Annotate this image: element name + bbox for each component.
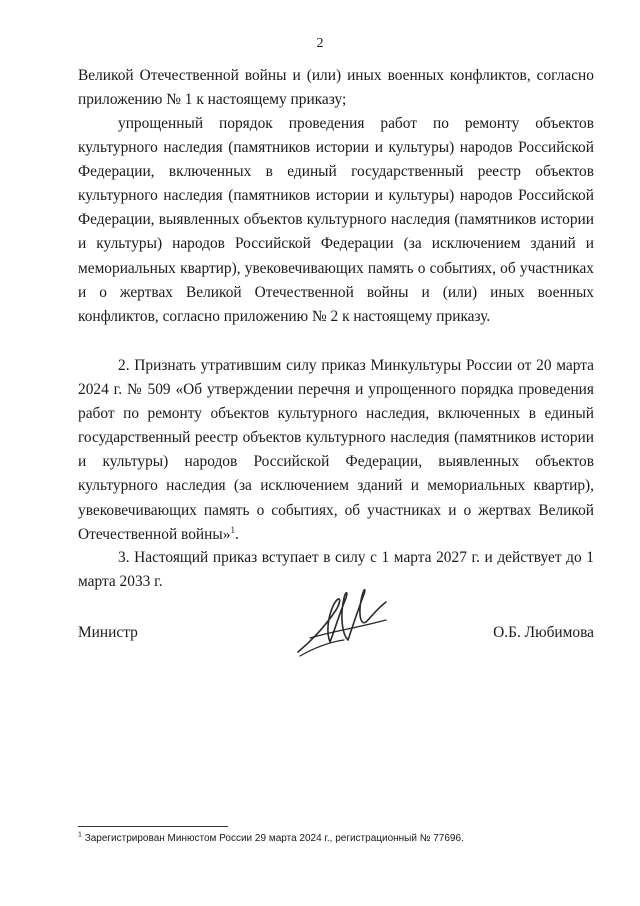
signatory-title: Министр — [78, 624, 138, 641]
page-number: 2 — [316, 36, 324, 51]
paragraph-3: 2. Признать утратившим силу приказ Минкультуры России от 20 марта 2024 г. № 509 «Об утверждении перечня и упрощенного порядка проведения работ по ремонту объектов культурного наследия, включенных в единый государственный реестр объектов культурного наследия (памятников истории и культуры) народов Российской Федерации, выявленных объектов культурного наследия (за исключением зданий и мемориальных квартир), увековечивающих память о событиях, об участниках и о жертвах Великой Отечественной войны»$^1$. — [78, 357, 594, 543]
paragraph-1: Великой Отечественной войны и (или) иных военных конфликтов, согласно приложению № 1 к настоящему приказу; — [78, 67, 594, 109]
paragraph-3-text: 2. Признать утратившим силу приказ Минкультуры России от 20 марта 2024 г. № 509 «Об утверждении перечня и упрощенного порядка проведения работ по ремонту объектов культурного наследия, включенных в единый государственный реестр объектов культурного наследия (памятников истории и культуры) народов Российской Федерации, выявленных объектов культурного наследия (за исключением зданий и мемориальных квартир), увековечивающих память о событиях, об участниках и о жертвах Великой Отечественной войны» — [78, 357, 594, 543]
signatory-name: О.Б. Любимова — [493, 624, 594, 641]
footnote-marker: 1 — [78, 831, 82, 839]
footnote-text: Зарегистрирован Минюстом России 29 марта 2024 г., регистрационный № 77696. — [84, 833, 464, 844]
footnote — [78, 832, 594, 846]
signature-block — [78, 624, 594, 648]
body-text — [78, 64, 594, 112]
footnote-reference: 1 — [230, 524, 235, 535]
body-text-3 — [78, 354, 594, 547]
body-text-2 — [78, 112, 594, 329]
handwritten-signature — [290, 582, 390, 664]
paragraph-2: упрощенный порядок проведения работ по ремонту объектов культурного наследия (памятников истории и культуры) народов Российской Федерации, включенных в единый государственный реестр объектов культурного наследия (памятников истории и культуры) народов Российской Федерации, выявленных объектов культурного наследия (памятников истории и культуры) народов Российской Федерации (за исключением зданий и мемориальных квартир), увековечивающих память о событиях, об участниках и о жертвах Великой Отечественной войны и (или) иных военных конфликтов, согласно приложению № 2 к настоящему приказу. — [78, 115, 594, 325]
paragraph-4: 3. Настоящий приказ вступает в силу с 1 марта 2027 г. и действует до 1 марта 2033 г. — [78, 549, 594, 591]
footnote-divider — [78, 826, 228, 827]
